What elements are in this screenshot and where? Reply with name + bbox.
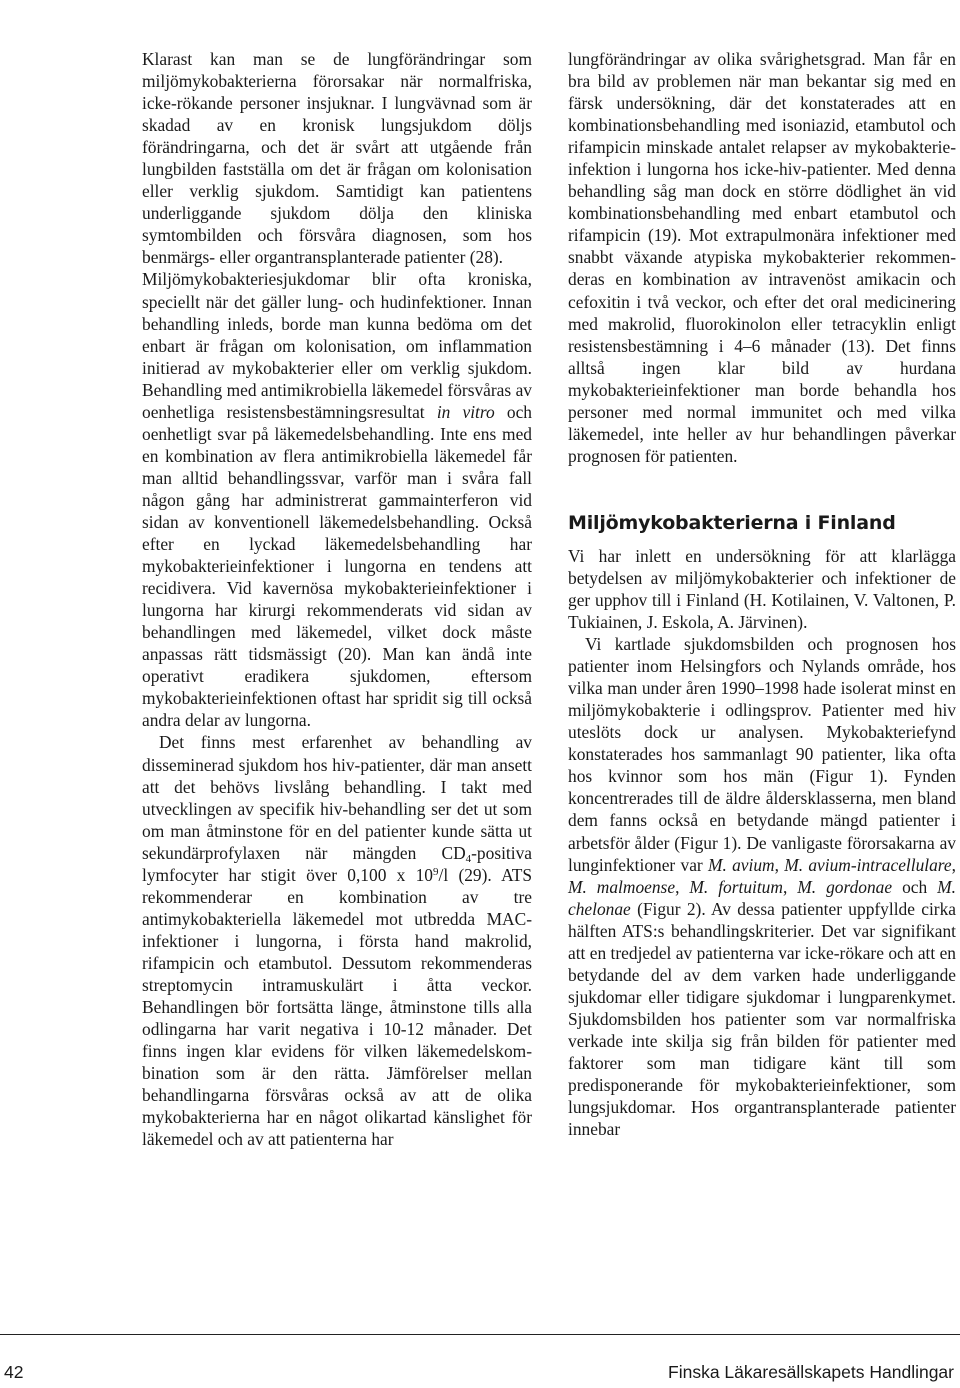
paragraph: lungförändringar av olika svårighetsgrad. Man får en bra bild av problemen när man bekantar sig med en färsk undersökning, där det konstaterades att en kombinationsbehandling med isoniazid, etambutol och rifampicin minskade antalet relapser av mykobakterieinfektion i lungorna hos icke-hiv-patienter. Med denna behandling såg man dock en större dödlighet än vid kombinationsbehandling med enbart etambutol och rifampicin (19). Mot extrapulmonära infektioner med snabbt växande atypiska mykobakterier rekommenderas en kombination av intravenöst amikacin och cefoxitin i två veckor, och efter det oral medicinering med makrolid, fluorokinolon eller tetracyklin enligt resistensbestämning i 4–6 månader (13). Det finns alltså ingen klar bild av hurdana mykobakterieinfektioner man borde behandla hos personer med normal immunitet och med vilka läkemedel, inte heller av hur behandlingen påverkar prognosen för patienten.	[568, 49, 956, 466]
right-column	[568, 48, 956, 1140]
page-number: 42	[4, 1362, 24, 1382]
journal-title: Finska Läkaresällskapets Handlingar	[668, 1362, 954, 1382]
paragraph: Det finns mest erfarenhet av behandling av disseminerad sjukdom hos hiv-patienter, där man ansett att det behövs livslång behandling. I takt med utvecklingen av specifik hiv-behandling ser det ut som om man åtminstone för en del patienter kunde sätta ut sekundärprofylaxen när mängden $CD_4$-positiva lymfocyter har stigit över 0,100 x $10^9/l$ (29). ATS rekommenderar en kombination av tre antimykobakteriella läkemedel mot utbredda MAC-infektioner i lungorna, i första hand makrolid, rifampicin och etambutol. Dessutom rekommenderas streptomycin intramuskulärt i åtta veckor. Behandlingen bör fortsätta länge, åtminstone tills alla odlingarna har varit negativa i 10-12 månader. Det finns ingen klar evidens för vilken läkemedelskombination som är den rätta. Jämförelser mellan behandlingarna försvåras också av att de olika mykobakterierna har en något olikartad känslighet för läkemedel och av att patienterna har	[142, 732, 532, 1150]
paragraph: Vi har inlett en undersökning för att klarlägga betydelsen av miljömykobakterier och infektioner de ger upphov till i Finland (H. Kotilainen, V. Valtonen, P. Tukiainen, J. Eskola, A. Järvinen).	[568, 545, 956, 633]
footer-divider	[0, 1334, 960, 1335]
section-heading: Miljömykobakterierna i Finland	[568, 511, 896, 534]
left-column	[142, 48, 532, 1150]
paragraph: Vi kartlade sjukdomsbilden och prognosen hos patienter inom Helsingfors och Nylands område, hos vilka man under åren 1990–1998 hade isolerat minst en miljömykobakterie i odlingsprov. Patienter med hiv uteslöts dock ur analysen. Mykobakteriefynd konstaterades hos sammanlagt 90 patienter, lika ofta hos kvinnor som hos män (Figur 1). Fynden koncentrerades till de äldre åldersklasserna, men bland dem fanns också en betydande mängd patienter i arbetsför ålder (Figur 1). De vanligaste förorsakarna av lunginfektioner var M. avium, M. avium-intracellulare, M. malmoense, M. fortuitum, M. gordonae och M. chelonae (Figur 2). Av dessa patienter uppfyllde cirka hälften ATS:s behandlingskriterier. Det var signifikant att en tredjedel av patienterna var icke-rökare och att en betydande del av dem varken hade underliggande sjukdomar eller tidigare sjukdomar i lungparenkymet. Sjukdomsbilden hos patienter som var normalfriska verkade inte skilja sig från bilden för patienter med faktorer som man tidigare känt till som predisponerande för mykobakterieinfektioner, som lungsjukdomar. Hos organtransplanterade patienter innebar	[568, 634, 956, 1140]
paragraph: Klarast kan man se de lungförändringar som miljömykobakterierna förorsakar när normalfriska, icke-rökande personer insjuknar. I lungvävnad som är skadad av en kronisk lungsjukdom döljs förändringarna, och det är svårt att utgående från lungbilden fastställa om det är frågan om kolonisation eller verklig sjukdom. Samtidigt kan patientens underliggande sjukdom dölja den kliniska symtombilden och försvåra diagnosen, som hos benmärgs- eller organtransplanterade patienter (28).	[142, 49, 532, 268]
paragraph: Miljömykobakteriesjukdomar blir ofta kroniska, speciellt när det gäller lung- och hudinfektioner. Innan behandling inleds, borde man kunna bedöma om det enbart är frågan om kolonisation, om inflammation initierad av mykobakterier eller om verklig sjukdom. Behandling med antimikrobiella läkemedel försvåras av oenhetliga resistensbestämningsresultat in vitro och oenhetligt svar på läkemedelsbehandling. Inte ens med en kombination av flera antimikrobiella läkemedel får man alltid behandlingssvar, varför man i svåra fall någon gång har administrerat gammainterferon vid sidan av konventionell läkemedelsbehandling. Också efter en lyckad läkemedelsbehandling har mykobakterieinfektioner i lungorna en tendens att recidivera. Vid kavernösa mykobakterieinfektioner i lungorna har kirurgi rekommenderats vid sidan av behandlingen med läkemedel, vilket dock måste anpassas rätt tidsmässigt (20). Man kan ändå inte operativt eradikera sjukdomen, eftersom mykobakterieinfektionen oftast har spridit sig till också andra delar av lungorna.	[142, 269, 533, 731]
